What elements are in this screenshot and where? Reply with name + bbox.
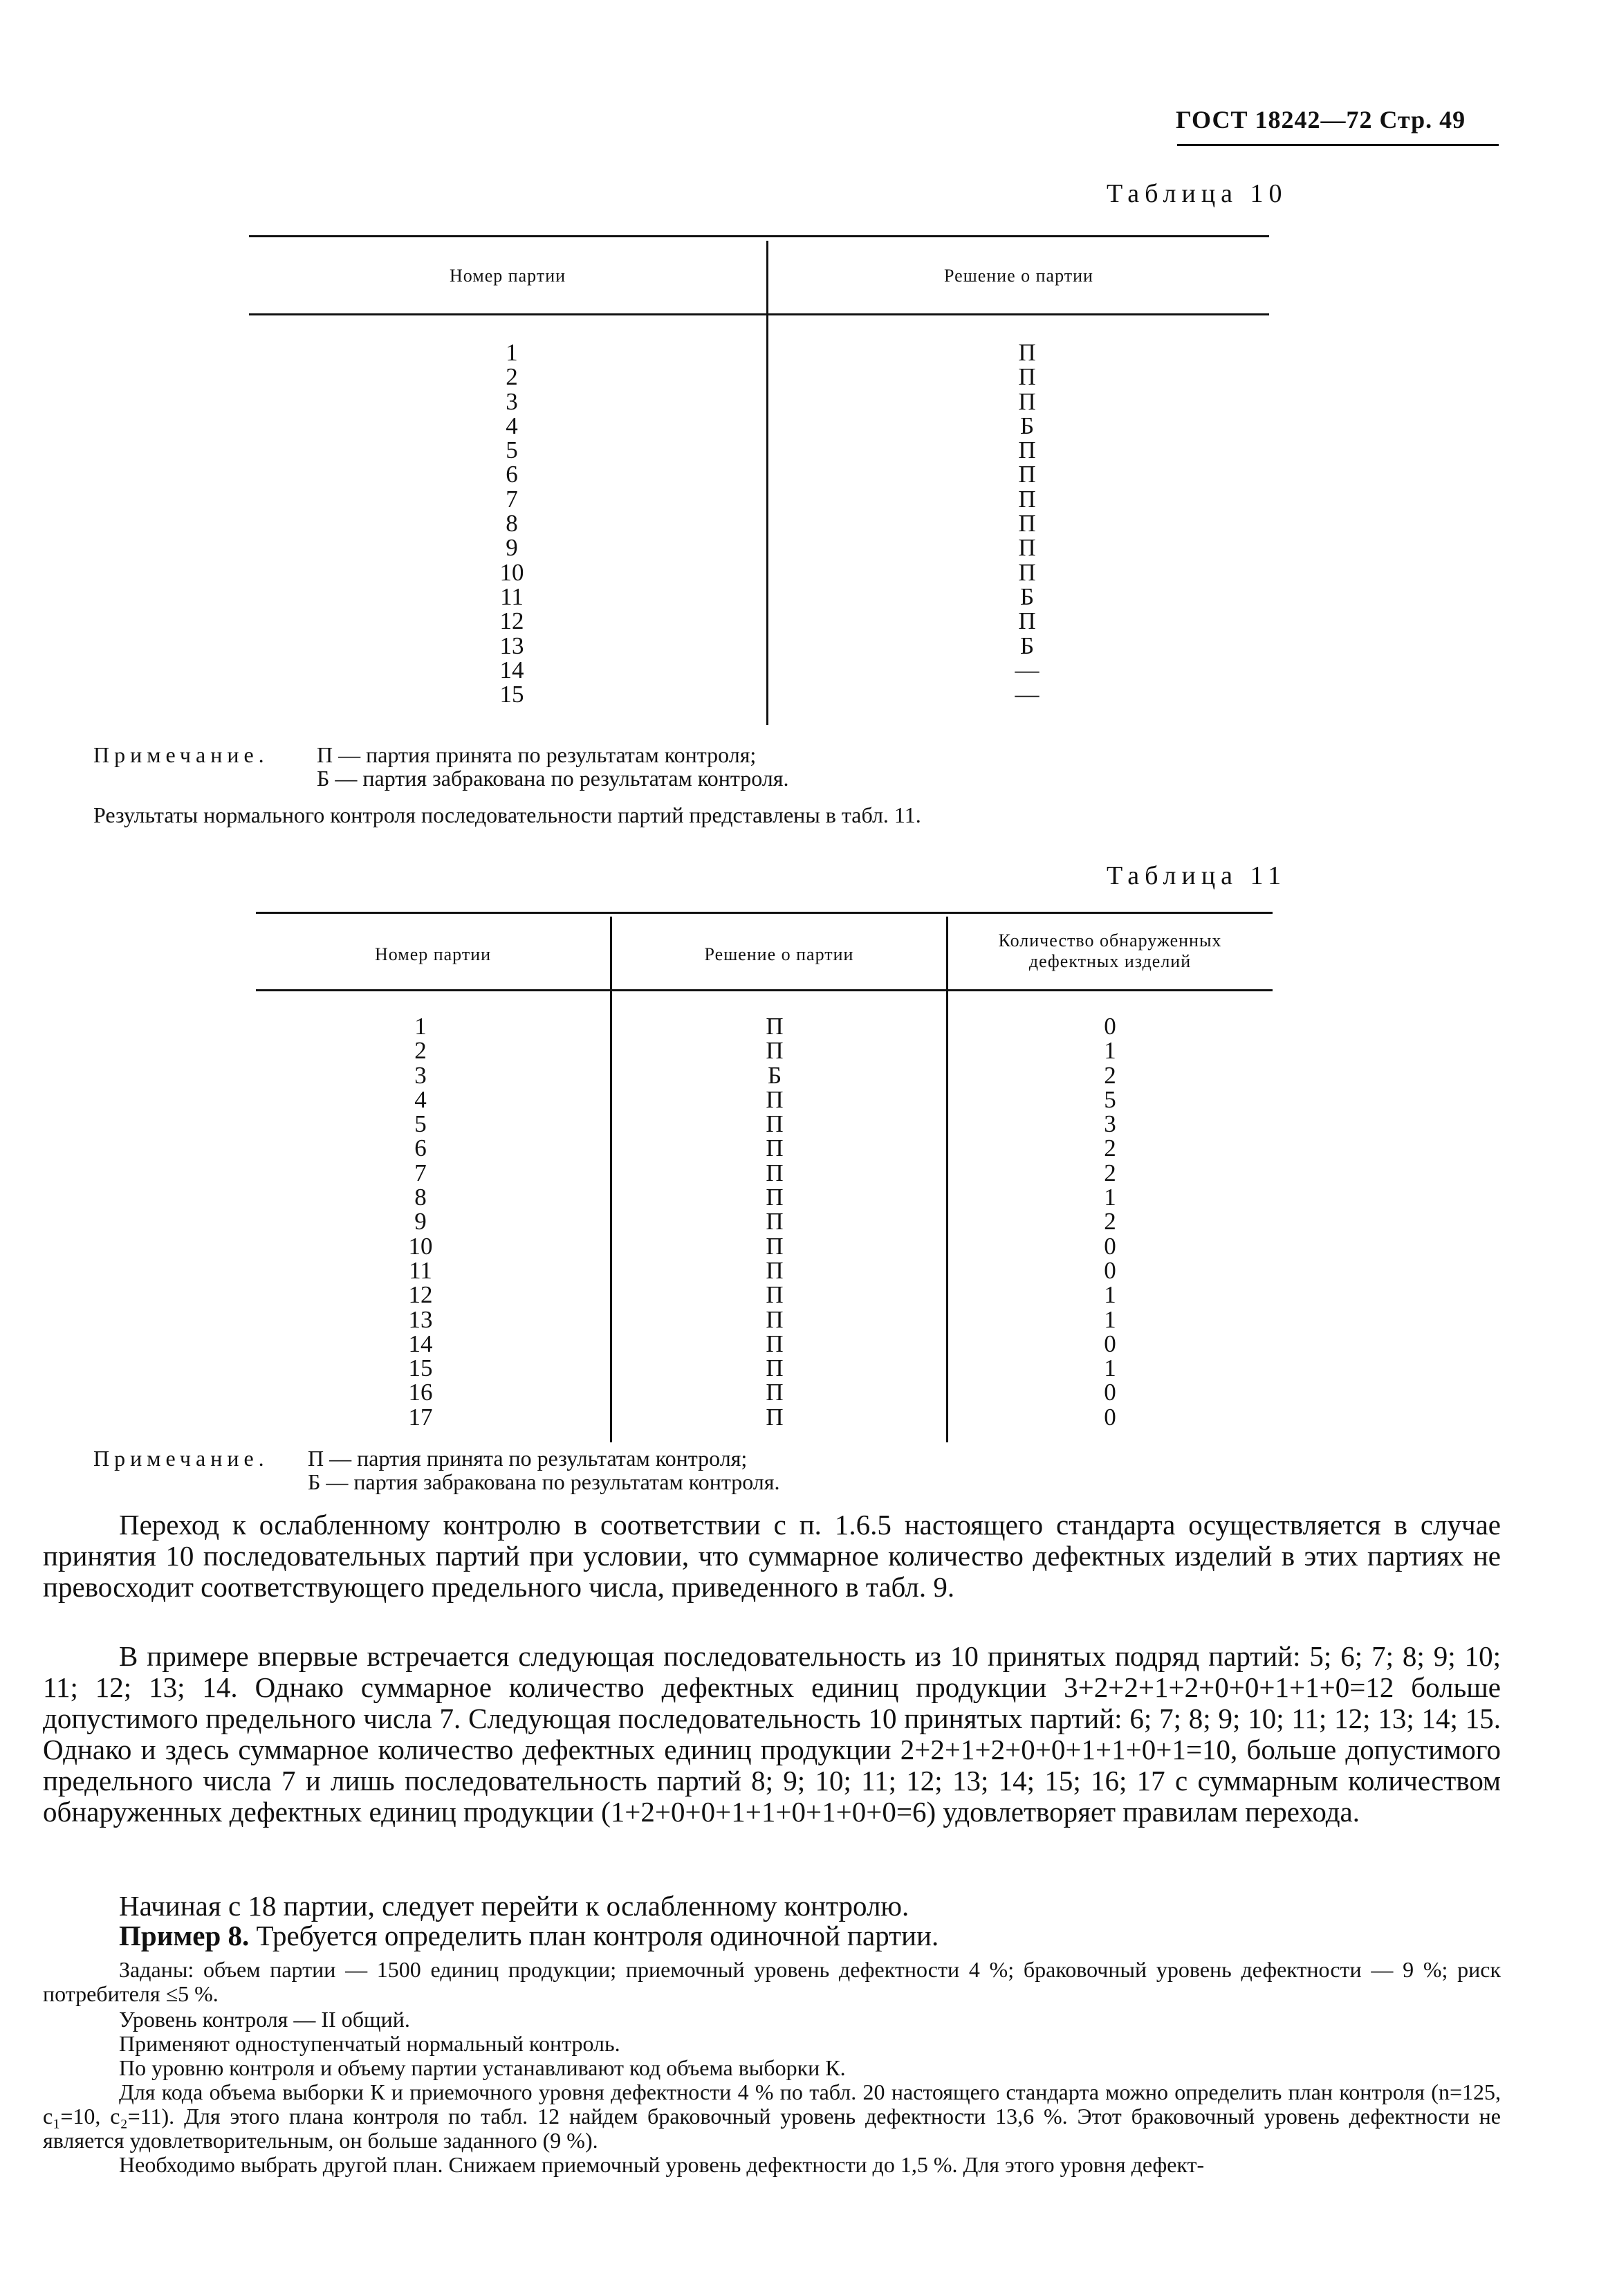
table10-header-number: Номер партии: [449, 266, 566, 286]
table11-cell-decision: П: [766, 1379, 784, 1406]
table11-cell-decision: П: [766, 1159, 784, 1186]
table10-cell-number: 2: [506, 363, 518, 391]
table11-cell-defects: 2: [1104, 1061, 1116, 1089]
table11-cell-number: 3: [414, 1061, 427, 1089]
table11-cell-defects: 0: [1104, 1013, 1116, 1040]
page-header: ГОСТ 18242—72 Стр. 49: [1176, 106, 1466, 134]
table10-cell-decision: П: [1018, 534, 1036, 562]
table11-cell-number: 14: [408, 1330, 433, 1357]
table10-cell-number: 6: [506, 461, 518, 488]
table11-cell-number: 2: [414, 1037, 427, 1065]
table10-cell-decision: —: [1015, 681, 1039, 708]
example-next-plan: Необходимо выбрать другой план. Снижаем приемочный уровень дефектности до 1,5 %. Для этого уровня дефект-: [119, 2152, 1205, 2177]
table11-top-rule: [256, 912, 1273, 914]
table11-cell-defects: 5: [1104, 1085, 1116, 1113]
example-control-level: Уровень контроля — II общий.: [119, 2007, 410, 2032]
table11-cell-defects: 2: [1104, 1208, 1116, 1236]
table11-cell-number: 4: [414, 1085, 427, 1113]
table10-cell-decision: Б: [1019, 632, 1035, 659]
table11-cell-defects: 0: [1104, 1403, 1116, 1431]
table11-header-rule: [256, 989, 1273, 991]
table11-cell-number: 7: [414, 1159, 427, 1186]
table11-cell-decision: П: [766, 1403, 784, 1431]
table10-cell-number: 15: [499, 681, 524, 708]
table11-cell-defects: 0: [1104, 1256, 1116, 1284]
table11-cell-decision: П: [766, 1110, 784, 1138]
table11-cell-decision: Б: [767, 1061, 782, 1089]
table11-cell-number: 11: [409, 1256, 432, 1284]
table11-note: [93, 1446, 269, 1471]
example-8-heading: [43, 1920, 1501, 1951]
table11-cell-decision: П: [766, 1232, 784, 1260]
table11-cell-decision: П: [766, 1085, 784, 1113]
example-given: Заданы: объем партии — 1500 единиц продукции; приемочный уровень дефектности 4 %; браковочный уровень дефектности — 9 %; риск потребителя ≤5 %.: [43, 1957, 1501, 2006]
table10-number-column: [443, 340, 581, 706]
table10-cell-decision: П: [1018, 485, 1036, 513]
table11-cell-number: 12: [408, 1281, 433, 1309]
example-plan: Для кода объема выборки К и приемочного уровня дефектности 4 % по табл. 20 настоящего стандарта можно определить план контроля (n=125, c₁=10, c₂=11). Для этого плана контроля по табл. 12 найдем браковочный уровень дефектности 13,6 %. Этот браковочный уровень дефектности не является удовлетворительным, он больше заданного (9 %).: [43, 2079, 1501, 2153]
table10-cell-number: 11: [500, 582, 524, 610]
table10-header-decision: Решение о партии: [944, 266, 1093, 286]
table11-note-line2: Б — партия забракована по результатам контроля.: [308, 1469, 780, 1494]
table11-decision-column: [705, 1014, 844, 1429]
table11-defects-column: [1041, 1014, 1179, 1429]
table11-cell-defects: 0: [1104, 1379, 1116, 1406]
table11-cell-number: 5: [414, 1110, 427, 1138]
table11-divider-1: [610, 917, 612, 1442]
table11-note-line1: П — партия принята по результатам контроля;: [308, 1446, 748, 1471]
table10-cell-number: 12: [499, 607, 524, 635]
table10-cell-decision: —: [1015, 656, 1039, 683]
table11-cell-decision: П: [766, 1184, 784, 1211]
table11-header-decision: Решение о партии: [704, 944, 854, 964]
table10-cell-number: 4: [506, 412, 518, 439]
paragraph-conclusion: Начиная с 18 партии, следует перейти к ослабленному контролю.: [119, 1890, 909, 1922]
table10-cell-number: 7: [506, 485, 518, 513]
table11-cell-decision: П: [766, 1256, 784, 1284]
table11-cell-decision: П: [766, 1354, 784, 1382]
table11-cell-number: 15: [408, 1354, 433, 1382]
table11-cell-decision: П: [766, 1013, 784, 1040]
table11-cell-defects: 0: [1104, 1330, 1116, 1357]
table11-cell-defects: 1: [1104, 1037, 1116, 1065]
example-text: Требуется определить план контроля одиночной партии.: [256, 1920, 939, 1951]
table10-cell-decision: П: [1018, 339, 1036, 366]
note-label: Примечание.: [93, 1446, 269, 1471]
table10-cell-decision: П: [1018, 607, 1036, 635]
table10-cell-number: 3: [506, 387, 518, 415]
example-sample-code: По уровню контроля и объему партии устанавливают код объема выборки К.: [119, 2055, 846, 2080]
table11-divider-2: [946, 917, 948, 1442]
table11-cell-number: 10: [408, 1232, 433, 1260]
table11-cell-defects: 1: [1104, 1305, 1116, 1333]
table10-cell-decision: П: [1018, 387, 1036, 415]
table10-cell-decision: П: [1018, 510, 1036, 538]
table10-cell-number: 8: [506, 510, 518, 538]
table11-number-column: [351, 1014, 490, 1429]
table10-decision-column: [958, 340, 1096, 706]
table10-cell-number: 13: [499, 632, 524, 659]
table11-cell-defects: 0: [1104, 1232, 1116, 1260]
table10-cell-decision: П: [1018, 461, 1036, 488]
header-rule: [1177, 144, 1499, 146]
table10-cell-decision: Б: [1019, 582, 1035, 610]
example-label: Пример 8.: [119, 1920, 250, 1951]
table11-cell-decision: П: [766, 1305, 784, 1333]
paragraph-transition-rule: Переход к ослабленному контролю в соответствии с п. 1.6.5 настоящего стандарта осуществляется в случае принятия 10 последовательных партий при условии, что суммарное количество дефектных изделий в этих партиях не превосходит соответствующего предельного числа, приведенного в табл. 9.: [43, 1509, 1501, 1603]
note-label: Примечание.: [93, 742, 269, 767]
table11-header-number: Номер партии: [374, 944, 492, 964]
table11-cell-decision: П: [766, 1281, 784, 1309]
table10-cell-number: 5: [506, 437, 518, 464]
table11-cell-number: 6: [414, 1135, 427, 1162]
table11-header-defects: Количество обнаруженных дефектных изделий: [998, 930, 1222, 971]
table11-cell-number: 17: [408, 1403, 433, 1431]
table10-cell-decision: П: [1018, 363, 1036, 391]
table10-cell-number: 1: [506, 339, 518, 366]
table10-cell-number: 14: [499, 656, 524, 683]
table11-cell-number: 1: [414, 1013, 427, 1040]
table11-cell-defects: 1: [1104, 1354, 1116, 1382]
example-single-stage: Применяют одноступенчатый нормальный контроль.: [119, 2031, 620, 2056]
table10-note-line2: Б — партия забракована по результатам контроля.: [317, 766, 789, 791]
paragraph-example-analysis: В примере впервые встречается следующая последовательность из 10 принятых подряд партий: 5; 6; 7; 8; 9; 10; 11; 12; 13; 14. Однако суммарное количество дефектных единиц продукции 3+2+2+1+2+0+0+1+1+0=12 больше допустимого предельного числа 7. Следующая последовательность 10 принятых партий: 6; 7; 8; 9; 10; 11; 12; 13; 14; 15. Однако и здесь суммарное количество дефектных единиц продукции 2+2+1+2+0+0+1+1+0+1=10, больше допустимого предельного числа 7 и лишь последовательность партий 8; 9; 10; 11; 12; 13; 14; 15; 16; 17 с суммарным количеством обнаруженных дефектных единиц продукции (1+2+0+0+1+1+0+1+0+0=6) удовлетворяет правилам перехода.: [43, 1640, 1501, 1828]
table10-top-rule: [249, 235, 1269, 237]
table11-cell-decision: П: [766, 1208, 784, 1236]
table11-cell-decision: П: [766, 1135, 784, 1162]
table10-cell-decision: П: [1018, 558, 1036, 586]
table10-note: [93, 742, 269, 768]
table11-cell-decision: П: [766, 1330, 784, 1357]
table11-cell-defects: 3: [1104, 1110, 1116, 1138]
table11-cell-defects: 2: [1104, 1135, 1116, 1162]
table11-cell-decision: П: [766, 1037, 784, 1065]
table10-cell-number: 10: [499, 558, 524, 586]
table10-cell-decision: Б: [1019, 412, 1035, 439]
table10-note-line1: П — партия принята по результатам контроля;: [317, 742, 757, 767]
table11-cell-number: 8: [414, 1184, 427, 1211]
table11-cell-defects: 1: [1104, 1184, 1116, 1211]
table11-cell-defects: 1: [1104, 1281, 1116, 1309]
table10-header-rule: [249, 313, 1269, 315]
table11-cell-defects: 2: [1104, 1159, 1116, 1186]
table10-cell-decision: П: [1018, 437, 1036, 464]
table10-cell-number: 9: [506, 534, 518, 562]
table11-cell-number: 16: [408, 1379, 433, 1406]
table11-cell-number: 9: [414, 1208, 427, 1236]
table11-intro: Результаты нормального контроля последовательности партий представлены в табл. 11.: [93, 802, 921, 827]
table10-caption: Таблица 10: [1107, 179, 1288, 208]
table11-cell-number: 13: [408, 1305, 433, 1333]
table11-caption: Таблица 11: [1107, 861, 1287, 890]
